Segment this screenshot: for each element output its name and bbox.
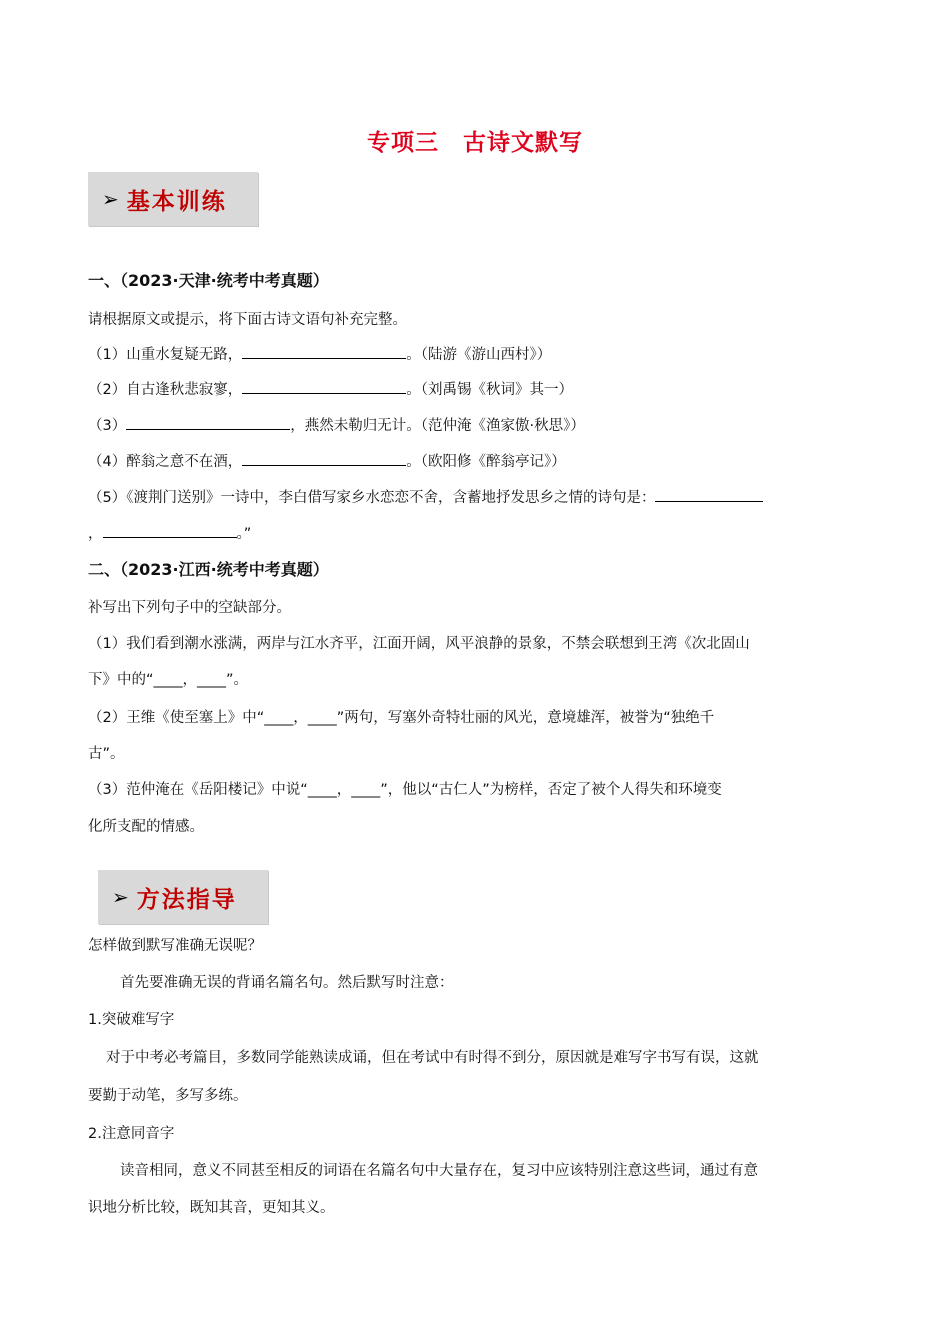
question-1-item-3 [88,414,585,435]
item-suffix: 。（刘禹锡《秋词》其一） [406,382,573,398]
question-2-line: （1）我们看到潮水涨满，两岸与江水齐平，江面开阔，风平浪静的景象，不禁会联想到王湾《次北固山 [88,636,750,652]
method-point-2-text: 读音相同，意义不同甚至相反的词语在名篇名句中大量存在，复习中应该特别注意这些词，通过有意 [120,1163,758,1179]
item-suffix: ，燕然未勒归无计。（范仲淹《渔家傲·秋思》） [290,418,585,434]
answer-blank[interactable] [103,523,237,538]
section-header-method-guide [98,870,268,924]
method-question: 怎样做到默写准确无误呢？ [88,938,262,954]
question-1-item-2 [88,378,573,399]
question-2-line: （2）王维《使至塞上》中“____，____”两句，写塞外奇特壮丽的风光，意境雄浑，被誉为“独绝千 [88,710,715,726]
question-1-instruction: 请根据原文或提示，将下面古诗文语句补充完整。 [88,312,407,328]
item-suffix: 。” [236,526,252,542]
method-point-1-text: 对于中考必考篇目，多数同学能熟读成诵，但在考试中有时得不到分，原因就是难写字书写有误，这就 [106,1050,759,1066]
method-point-2-title: 2.注意同音字 [88,1126,175,1142]
item-suffix: 。（陆游《游山西村》） [406,347,552,363]
answer-blank[interactable] [655,487,763,502]
item-prefix: ， [88,526,103,542]
answer-blank[interactable] [242,344,406,359]
arrow-bullet-icon: ➢ [102,187,119,211]
question-2-heading: 二、（2023·江西·统考中考真题） [88,560,329,579]
section-header-basic-training [88,172,258,226]
arrow-bullet-icon: ➢ [112,885,129,909]
question-2-line: 化所支配的情感。 [88,819,204,835]
method-point-1-title: 1.突破难写字 [88,1012,175,1028]
question-1-item-5-continued [88,522,251,543]
question-1-item-1 [88,343,551,364]
item-prefix: （5）《渡荆门送别》一诗中，李白借写家乡水恋恋不舍，含蓄地抒发思乡之情的诗句是： [88,490,656,506]
item-prefix: （1）山重水复疑无路， [88,347,243,363]
answer-blank[interactable] [126,415,290,430]
question-2-line: 古”。 [88,746,125,762]
method-point-1-text: 要勤于动笔，多写多练。 [88,1088,248,1104]
item-suffix: 。（欧阳修《醉翁亭记》） [406,454,566,470]
section-label: 方法指导 [136,885,237,913]
question-2-instruction: 补写出下列句子中的空缺部分。 [88,600,291,616]
question-2-line: （3）范仲淹在《岳阳楼记》中说“____，____”，他以“古仁人”为榜样，否定了被个人得失和环境变 [88,782,722,798]
answer-blank[interactable] [242,451,406,466]
question-1-item-4 [88,450,566,471]
question-1-heading: 一、（2023·天津·统考中考真题） [88,271,329,290]
question-2-line: 下》中的“____，____”。 [88,672,249,688]
item-prefix: （2）自古逢秋悲寂寥， [88,382,243,398]
item-prefix: （4）醉翁之意不在酒， [88,454,243,470]
item-prefix: （3） [88,418,127,434]
question-1-item-5 [88,486,763,507]
answer-blank[interactable] [242,379,406,394]
page-title: 专项三 古诗文默写 [367,129,583,156]
method-point-2-text: 识地分析比较，既知其音，更知其义。 [88,1200,335,1216]
method-intro: 首先要准确无误的背诵名篇名句。然后默写时注意： [120,975,454,991]
section-label: 基本训练 [126,187,227,215]
